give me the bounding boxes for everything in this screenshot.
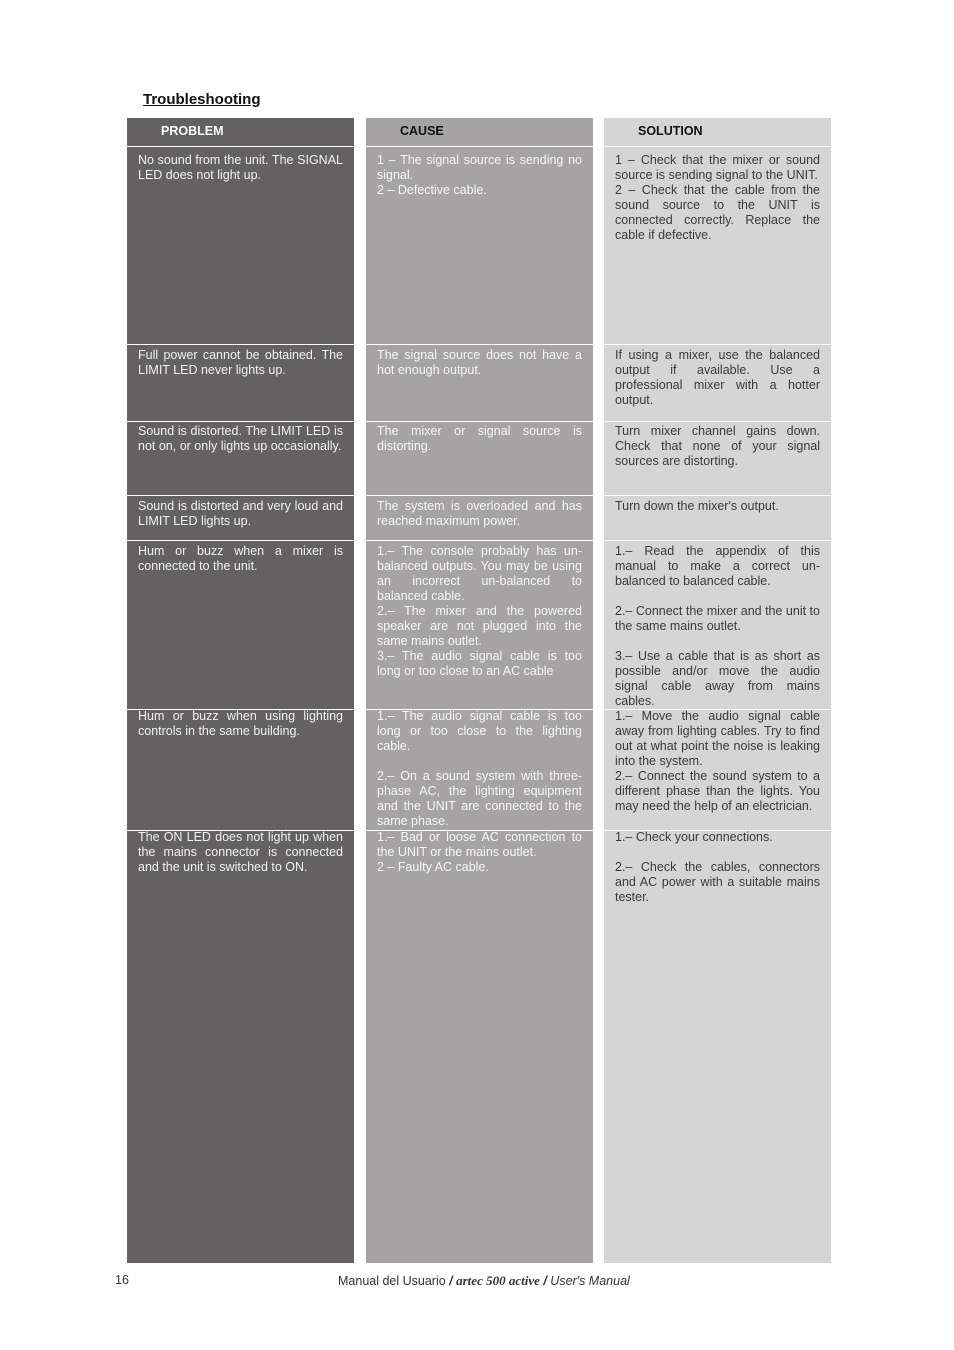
row-divider [366,344,593,345]
header-problem: PROBLEM [161,124,224,138]
problem-cell: Hum or buzz when a mixer is connected to the unit. [138,544,343,573]
footer-english-title: User's Manual [550,1274,630,1288]
problem-cell: Sound is distorted. The LIMIT LED is not on, or only lights up occasionally. [138,424,343,453]
cause-cell: The signal source does not have a hot enough output. [377,348,582,377]
solution-cell: Turn mixer channel gains down. Check that none of your signal sources are distorting. [615,424,820,468]
cause-cell: The system is overloaded and has reached maximum power. [377,499,582,528]
footer-separator: / [539,1274,551,1288]
row-divider [604,495,831,496]
footer-spanish-title: Manual del Usuario [338,1274,446,1288]
problem-cell: Hum or buzz when using lighting controls in the same building. [138,709,343,738]
cause-cell: The mixer or signal source is distorting. [377,424,582,453]
row-divider [604,421,831,422]
footer-model-name: artec 500 active [456,1273,540,1288]
problem-cell: Sound is distorted and very loud and LIMIT LED lights up. [138,499,343,528]
row-divider [127,495,354,496]
row-divider [127,540,354,541]
problem-cell: No sound from the unit. The SIGNAL LED does not light up. [138,153,343,182]
cause-column [366,118,593,1263]
row-divider [366,146,593,147]
solution-cell: 1 – Check that the mixer or sound source is sending signal to the UNIT. 2 – Check that the cable from the sound source to the UNIT is connected correctly. Replace the cable if defective. [615,153,820,242]
row-divider [127,421,354,422]
page-title: Troubleshooting [143,91,261,108]
row-divider [127,344,354,345]
row-divider [604,146,831,147]
cause-cell: 1.– The console probably has un-balanced outputs. You may be using an incorrect un-balanced to balanced cable. 2.– The mixer and the powered speaker are not plugged into the same mains outlet. 3.– The audio signal cable is too long or too close to an AC cable [377,544,582,678]
solution-cell: 1.– Move the audio signal cable away from lighting cables. Try to find out at what point the noise is leaking into the system. 2.– Connect the sound system to a different phase than the lights. You may need the help of an electrician. [615,709,820,813]
row-divider [604,540,831,541]
solution-cell: 1.– Read the appendix of this manual to make a correct un-balanced to balanced cable. 2.– Connect the mixer and the unit to the same mains outlet. 3.– Use a cable that is as short as possible and/or move the audio signal cable away from mains cables. [615,544,820,708]
footer-manual-title [338,1273,630,1289]
row-divider [366,421,593,422]
row-divider [127,146,354,147]
solution-cell: Turn down the mixer's output. [615,499,779,513]
row-divider [366,540,593,541]
row-divider [366,495,593,496]
footer-separator: / [445,1274,457,1288]
solution-cell: 1.– Check your connections. 2.– Check the cables, connectors and AC power with a suitable mains tester. [615,830,820,904]
header-solution: SOLUTION [638,124,703,138]
row-divider [604,344,831,345]
cause-cell: 1.– The audio signal cable is too long or too close to the lighting cable. 2.– On a sound system with three-phase AC, the lighting equipment and the UNIT are connected to the same phase. [377,709,582,828]
problem-cell: Full power cannot be obtained. The LIMIT LED never lights up. [138,348,343,377]
solution-cell: If using a mixer, use the balanced output if available. Use a professional mixer with a hotter output. [615,348,820,407]
cause-cell: 1.– Bad or loose AC connection to the UNIT or the mains outlet. 2 – Faulty AC cable. [377,830,582,874]
header-cause: CAUSE [400,124,444,138]
cause-cell: 1 – The signal source is sending no signal. 2 – Defective cable. [377,153,582,197]
page-number: 16 [115,1273,129,1287]
problem-cell: The ON LED does not light up when the mains connector is connected and the unit is switched to ON. [138,830,343,874]
problem-column [127,118,354,1263]
